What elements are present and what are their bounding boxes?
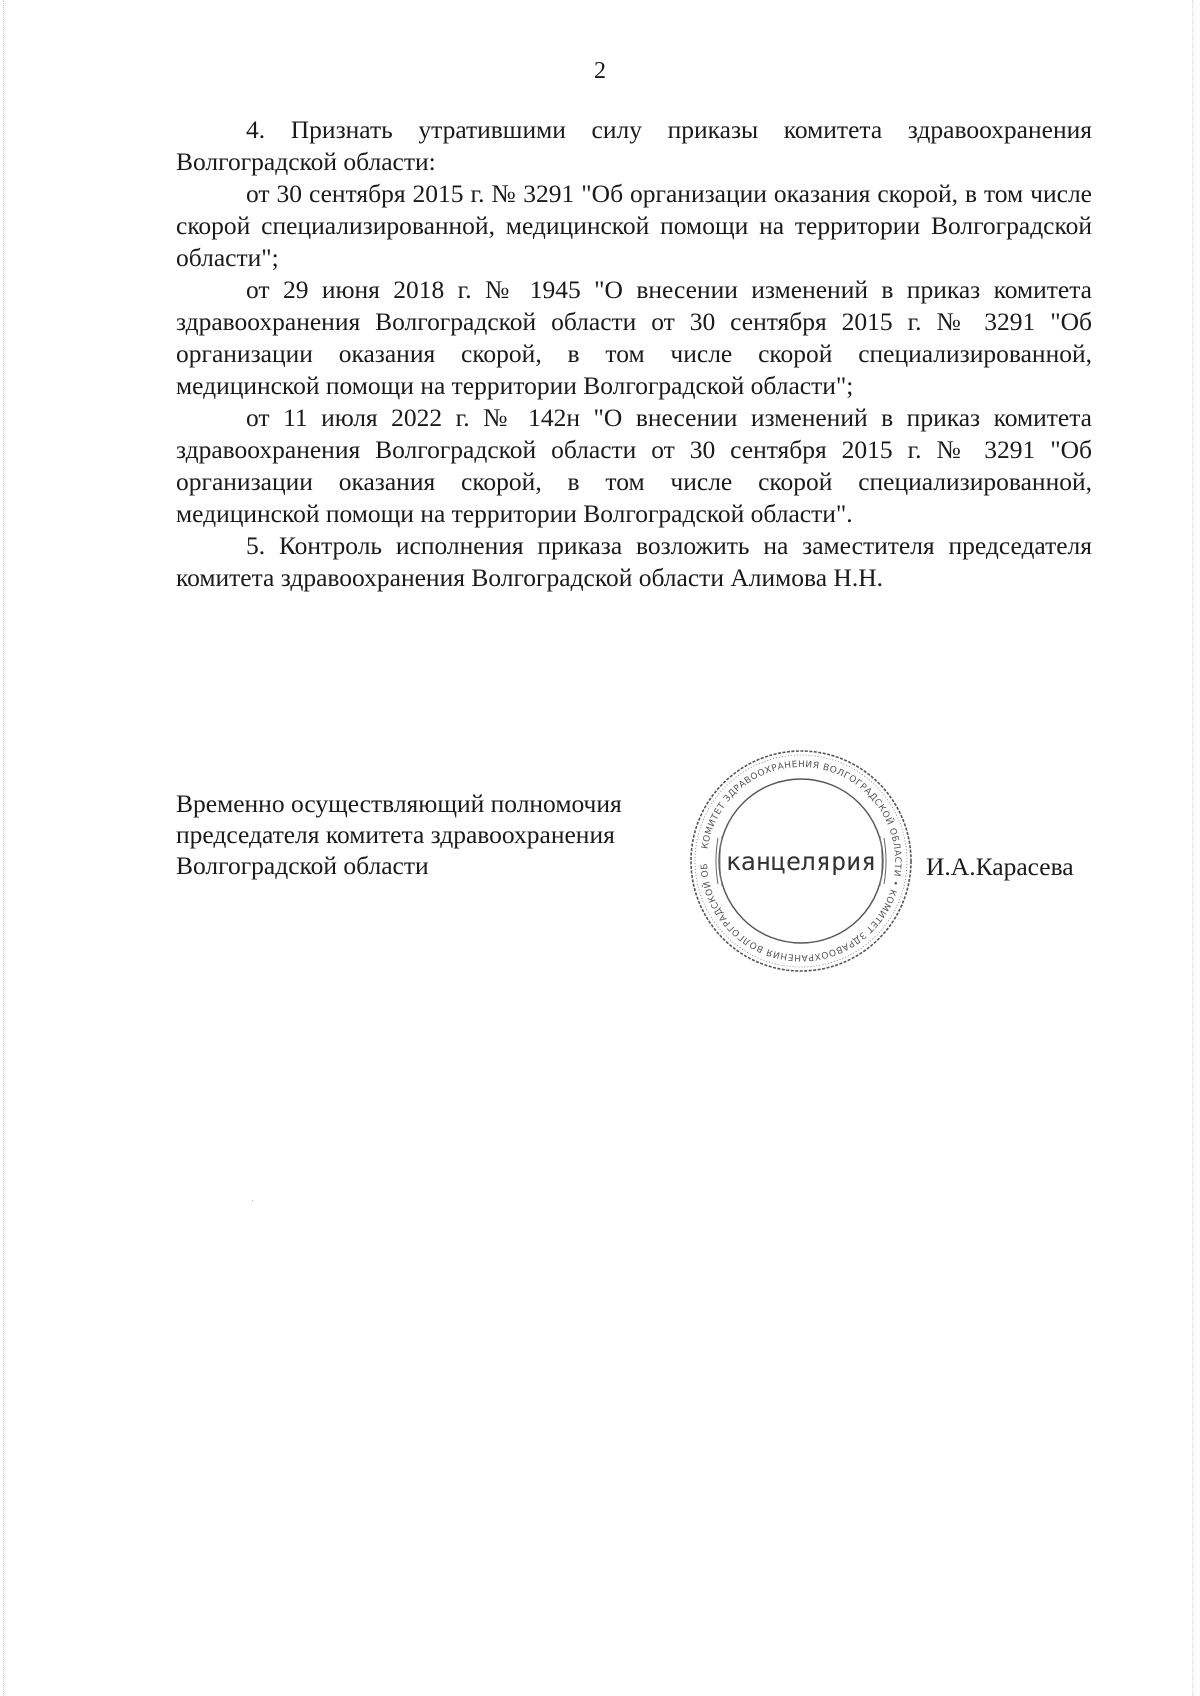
position-line: председателя комитета здравоохранения bbox=[176, 820, 615, 849]
stamp-center-text: канцелярия bbox=[725, 847, 877, 876]
office-stamp bbox=[688, 748, 914, 974]
scan-edge-right bbox=[1192, 0, 1194, 1696]
stamp-right-hatch bbox=[884, 838, 886, 884]
page-number: 2 bbox=[594, 58, 606, 84]
signature-position bbox=[176, 788, 696, 881]
stamp-left-hatch bbox=[716, 838, 718, 884]
position-line: Волгоградской области bbox=[176, 851, 429, 880]
paragraph-order-2022: от 11 июля 2022 г. № 142н "О внесении изменений в приказ комитета здравоохранения Волгоградской области от 30 сентября 2015 г. № 3291 "Об организации оказания скорой, в том числе скорой специализированной, медицинской помощи на территории Волгоградской области". bbox=[176, 403, 1092, 528]
paragraph-item-4: 4. Признать утратившими силу приказы комитета здравоохранения Волгоградской области: bbox=[176, 115, 1092, 176]
position-line: Временно осуществляющий полномочия bbox=[176, 789, 622, 818]
signer-name: И.А.Карасева bbox=[926, 852, 1074, 881]
paragraph-order-2018: от 29 июня 2018 г. № 1945 "О внесении изменений в приказ комитета здравоохранения Волгоградской области от 30 сентября 2015 г. № 3291 "Об организации оказания скорой, в том числе скорой специализированной, медицинской помощи на территории Волгоградской области"; bbox=[176, 275, 1092, 400]
scan-edge-left bbox=[3, 0, 5, 1696]
document-body bbox=[176, 114, 1092, 594]
scan-speck bbox=[252, 1200, 253, 1201]
paragraph-order-2015: от 30 сентября 2015 г. № 3291 "Об организации оказания скорой, в том числе скорой специализированной, медицинской помощи на территории Волгоградской области"; bbox=[176, 179, 1092, 272]
stamp-ring-text: КОМИТЕТ ЗДРАВООХРАНЕНИЯ ВОЛГОГРАДСКОЙ ОБЛАСТИ • КОМИТЕТ ЗДРАВООХРАНЕНИЯ ВОЛГОГРАДСКОЙ ОБ bbox=[699, 759, 903, 963]
stamp-graphic bbox=[688, 748, 914, 974]
paragraph-item-5: 5. Контроль исполнения приказа возложить на заместителя председателя комитета здравоохранения Волгоградской области Алимова Н.Н. bbox=[176, 531, 1092, 592]
